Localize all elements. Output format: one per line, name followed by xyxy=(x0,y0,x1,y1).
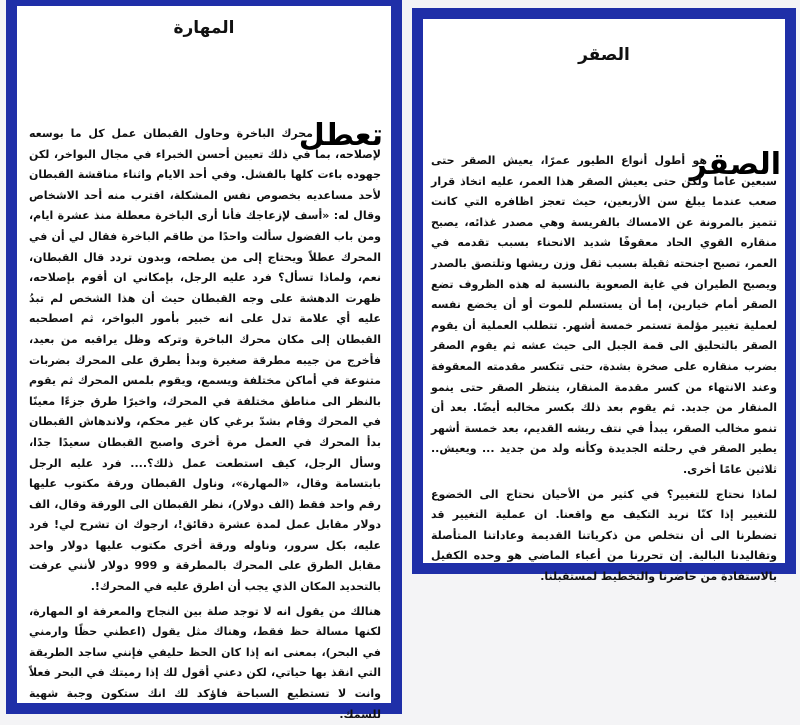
article-falcon-paragraph: لماذا نحتاج للتغيير؟ في كثير من الأحيان نحتاج الى الخضوع للتغيير إذا كنّا نريد التكيف مع واقعنا. ان عملية التغيير قد تضطرنا الى أن نتخلص من ذكرياتنا القديمة وعاداتنا المتأصلة وتقاليدنا البالية. إن تحررنا من أعباء الماضي هو وحده الكفيل بالاستفادة من حاضرنا والتخطيط لمستقبلنا. xyxy=(431,487,777,583)
article-falcon-body xyxy=(431,151,777,587)
article-skill-paragraph: هنالك من يقول انه لا توجد صلة بين النجاح والمعرفة او المهارة، لكنها مسالة حظ فقط، وهناك مثل يقول (اعطني حظًا وارمني في البحر)، بمعنى انه إذا كان الحظ حليفي فإنني ساجد الطريقة التي انقذ بها حياتي، لكن دعني أقول لك إذا رميتك في البحر فعلاً وانت لا تستطيع السباحة فاؤكد لك انك ستكون وجبة شهية للسمك. xyxy=(29,604,381,721)
article-falcon-paragraph: هو أطول أنواع الطيور عمرًا، يعيش الصقر حتى سبعين عاما ولكن حتى يعيش الصقر هذا العمر، عليه اتخاذ قرار صعب عندما يبلغ سن الأربعين، حيث تعجز اظافره التي كانت تتميز بالمرونة عن الامساك بالفريسة وهي مصدر غذائه، يصبح منقاره القوي الحاد معقوفًا شديد الانحناء بسبب تقدمه في العمر، تصبح اجنحته ثقيلة بسبب ثقل وزن ريشها وتلتصق بالصدر ويصبح الطيران في غاية الصعوبة بالنسبة له هذه الظروف تضع الصقر أمام خيارين، إما أن يستسلم للموت أو أن يخضع نفسه لعملية تغيير مؤلمة تستمر خمسة أشهر. تتطلب العملية أن يقوم الصقر بالتحليق الى قمة الجبل الى حيث عشه ثم يقوم الصقر بضرب منقاره على صخرة بشدة، حتى تتكسر مقدمته المعقوفة وعند الانتهاء من كسر مقدمة المنقار، ينتظر الصقر حتى ينمو المنقار من جديد. ثم يقوم بعد ذلك بكسر مخالبه أيضًا. بعد أن تنمو مخالب الصقر، يبدأ في نتف ريشه القديم، بعد خمسة أشهر يطير الصقر في رحلته الجديدة وكأنه ولد من جديد ... ويعيش.. ثلاثين عامًا أخرى. xyxy=(431,154,777,476)
article-skill-body xyxy=(29,124,381,725)
article-falcon-panel xyxy=(412,8,796,583)
article-skill-paragraph: محرك الباخرة وحاول القبطان عمل كل ما بوسعه لإصلاحه، بما في ذلك تعيين أحسن الخبراء في مجال البواخر، لكن جهوده باءت كلها بالفشل. وفي أحد الايام واثناء مناقشة القبطان لأحد مساعديه بخصوص نفس المشكلة، اقترب منه أحد الاشخاص وقال له: «أسف لإزعاجك فأنا أرى الباخرة معطلة منذ عشرة ايام، ومن باب الفضول سألت واحدًا من طاقم الباخرة فقال لي أن في المحرك عطلاً ويحتاج إلى من يصلحه، وبدون تردد قال القبطان، نعم، ولماذا تسأل؟ فرد عليه الرجل، بإمكاني ان أقوم بإصلاحه، ظهرت الدهشة على وجه القبطان حيث أن هذا الشخص لم تبدُ عليه أي علامة تدل على انه خبير بأمور البواخر، ثم اصطحبه القبطان إلى مكان محرك الباخرة وتركه وظل يراقبه من بعيد، فأخرج من جيبه مطرقة صغيرة وبدأ يطرق على المحرك بضربات متنوعة في أماكن مختلفة ويسمع، ويقوم بلمس المحرك ثم يقوم بالنظر الى مناطق مختلفة في المحرك، واخيرًا طرق جزءًا معينًا في المحرك وقام بشدّ برغي كان غير محكم، ولاندهاش القبطان بدأ المحرك في العمل مرة أخرى واصبح القبطان سعيدًا جدًا، وسأل الرجل، كيف استطعت عمل ذلك؟.... فرد عليه الرجل بابتسامة وقال، «المهارة»، وناول القبطان ورقة مكتوب عليها رقم واحد فقط (الف دولار)، نظر القبطان الى الورقة وقال، الف دولار مقابل عمل لمدة عشرة دقائق!، ارجوك ان تشرح لي! فرد عليه، بكل سرور، وناوله ورقة أخرى مكتوب عليها دولار واحد مقابل الطرق على المحرك بالمطرقة و 999 دولار لأنني عرفت بالتحديد المكان الذي يجب أن اطرق عليه في المحرك!. xyxy=(29,127,381,594)
article-skill-panel xyxy=(6,0,402,721)
article-falcon-heading: الصقر xyxy=(689,147,781,182)
article-skill-heading: تعطل xyxy=(298,118,383,153)
article-falcon-title: الصقر xyxy=(578,45,630,65)
article-skill-title: المهارة xyxy=(173,18,235,38)
